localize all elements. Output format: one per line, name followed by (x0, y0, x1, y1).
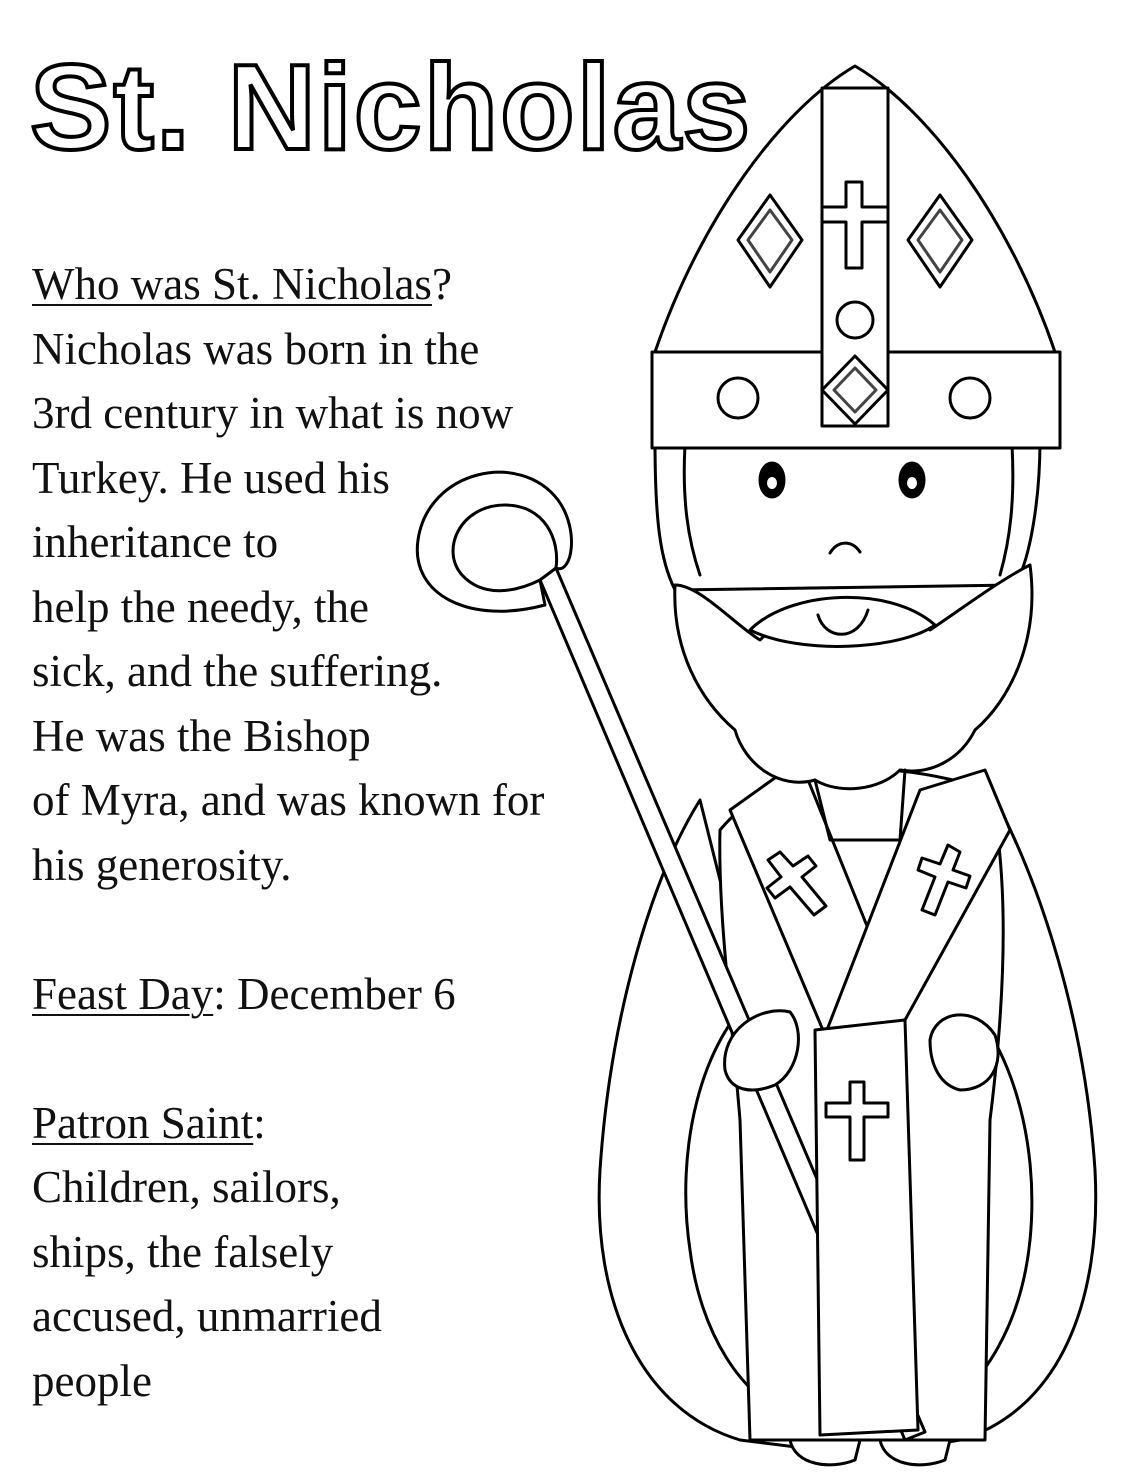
patron-saint-separator: : (253, 1097, 266, 1148)
bio-line: his generosity. (32, 839, 292, 890)
right-eye-highlight (907, 477, 917, 489)
feast-day-value: December 6 (225, 968, 456, 1019)
bio-line: help the needy, the (32, 581, 369, 632)
feast-day-separator: : (213, 968, 226, 1019)
st-nicholas-illustration (400, 50, 1120, 1470)
bio-line: sick, and the suffering. (32, 646, 443, 696)
patron-line: accused, unmarried (32, 1291, 382, 1341)
left-eye-highlight (767, 477, 777, 489)
right-hand (930, 1015, 998, 1090)
bio-heading: Who was St. Nicholas (32, 259, 432, 309)
patron-saint-label: Patron Saint (32, 1097, 254, 1148)
mitre-circle-ornament (837, 302, 873, 338)
pallium-lower-band (815, 1020, 918, 1435)
bio-line: Turkey. He used his (32, 452, 390, 503)
patron-line: Children, sailors, (32, 1162, 341, 1212)
bio-line: of Myra, and was known for (32, 775, 545, 825)
feast-day-label: Feast Day (32, 968, 214, 1019)
feet (790, 1440, 950, 1465)
mitre (652, 66, 1060, 448)
patron-line: people (32, 1355, 152, 1406)
patron-line: ships, the falsely (32, 1226, 334, 1277)
bio-line: inheritance to (32, 517, 279, 567)
bio-line: 3rd century in what is now (32, 388, 514, 438)
head (655, 440, 1040, 590)
mitre-band-circle-right (950, 378, 990, 418)
page-title: St. Nicholas (30, 39, 753, 175)
bio-line: He was the Bishop (32, 710, 371, 761)
mitre-band-circle-left (718, 378, 758, 418)
bio-heading-mark: ? (431, 259, 452, 309)
bio-line: Nicholas was born in the (32, 323, 480, 374)
